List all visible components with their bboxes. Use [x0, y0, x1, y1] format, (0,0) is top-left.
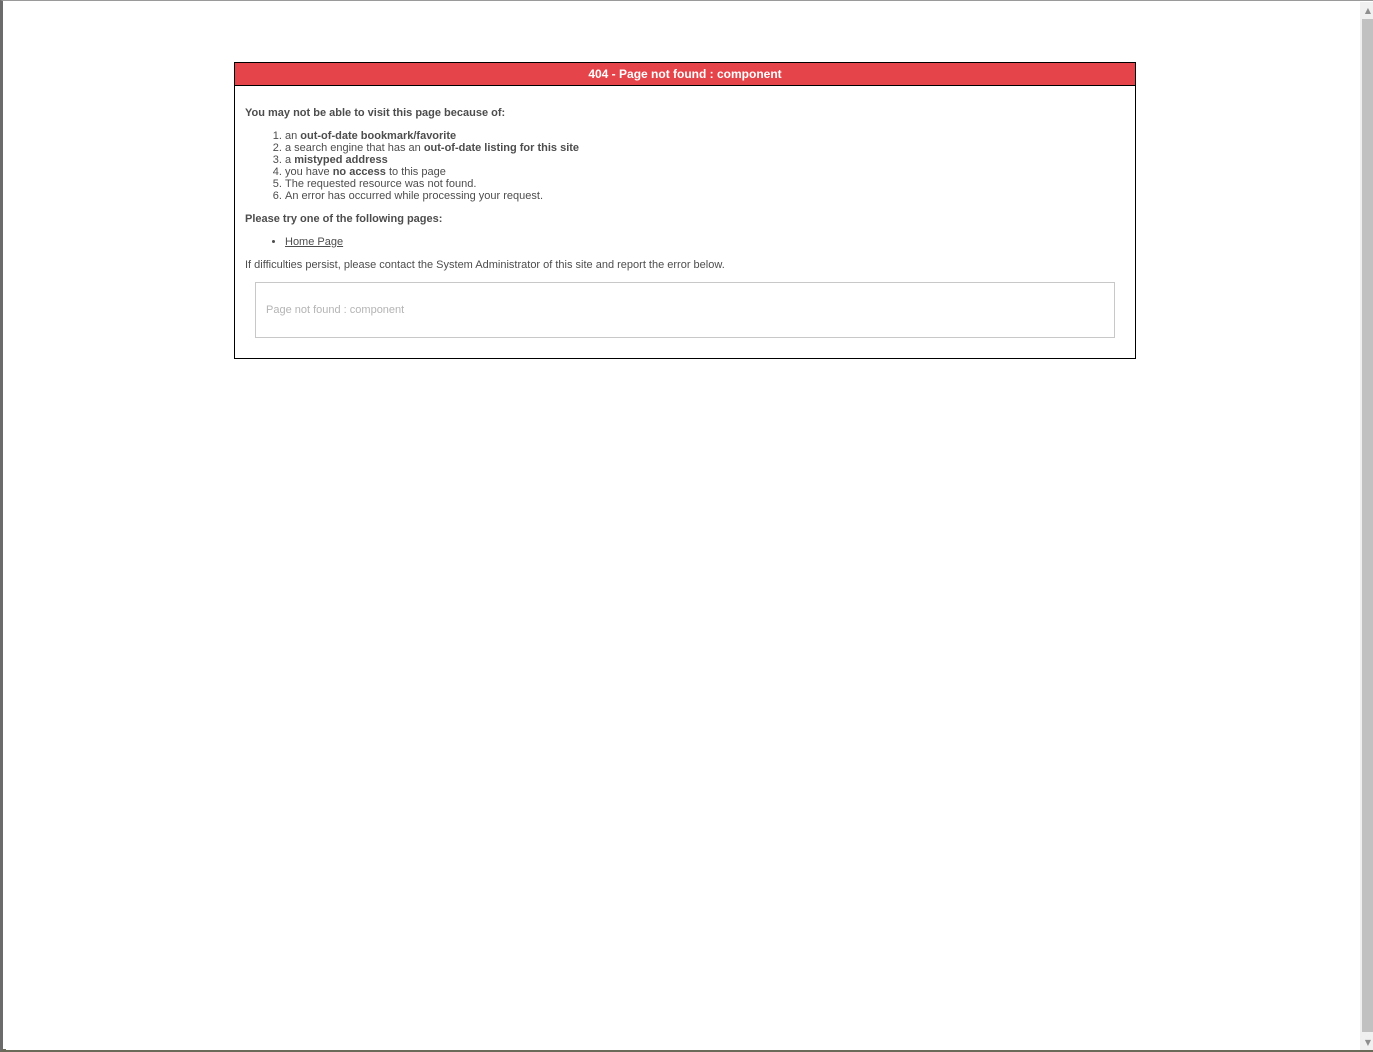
reason-item: 6. An error has occurred while processing your request.	[285, 190, 1125, 202]
page-viewport	[6, 2, 1360, 1050]
reason-item: 2. a search engine that has an out-of-date listing for this site	[285, 142, 1125, 154]
persist-note: If difficulties persist, please contact the System Administrator of this site and report the error below.	[245, 259, 725, 271]
reason-item: 4. you have no access to this page	[285, 166, 1125, 178]
chevron-down-icon[interactable]: ▼	[1364, 1037, 1372, 1047]
error-panel	[234, 62, 1136, 359]
home-page-link[interactable]: Home Page	[285, 236, 344, 248]
pages-list	[245, 236, 1125, 248]
list-item	[285, 236, 1125, 248]
reason-item: 3. a mistyped address	[285, 154, 1125, 166]
error-body	[235, 86, 1135, 358]
try-pages-heading: Please try one of the following pages:	[245, 213, 443, 225]
error-details-box: Page not found : component	[255, 282, 1115, 338]
reasons-heading: You may not be able to visit this page because of:	[245, 107, 506, 119]
scrollbar-thumb[interactable]	[1362, 19, 1373, 1032]
chevron-up-icon[interactable]: ▲	[1364, 5, 1372, 15]
error-title: 404 - Page not found : component	[235, 63, 1135, 86]
reasons-list	[245, 130, 1125, 202]
reason-item: 5. The requested resource was not found.	[285, 178, 1125, 190]
vertical-scrollbar[interactable]	[1360, 2, 1373, 1050]
reason-item: 1. an out-of-date bookmark/favorite	[285, 130, 1125, 142]
